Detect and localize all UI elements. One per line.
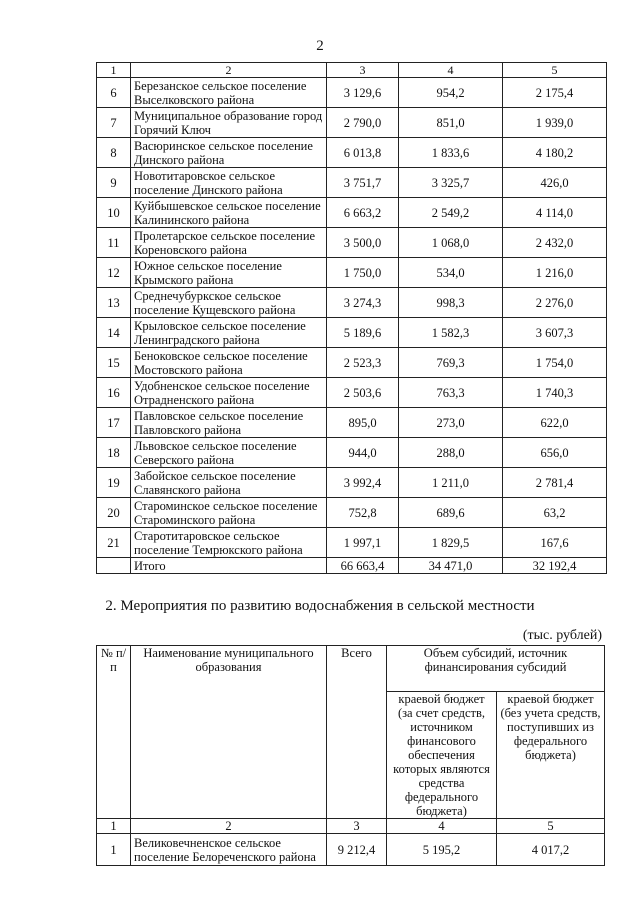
municipality-name: Беноковское сельское поселение Мостовского района: [131, 348, 327, 378]
header-name: Наименование муниципального образования: [131, 646, 327, 819]
row-number: 21: [97, 528, 131, 558]
municipality-name: Новотитаровское сельское поселение Динского района: [131, 168, 327, 198]
municipality-name: Березанское сельское поселение Выселковского района: [131, 78, 327, 108]
table-row: [97, 228, 607, 258]
col-number-3: 3: [327, 819, 387, 834]
federal-value: 5 195,2: [387, 834, 497, 866]
table-row: [97, 834, 605, 866]
regional-value: 2 781,4: [503, 468, 607, 498]
municipality-name: Муниципальное образование город Горячий Ключ: [131, 108, 327, 138]
table2-number-row: [97, 819, 605, 834]
table-row: [97, 168, 607, 198]
row-number: 19: [97, 468, 131, 498]
header-regional-funds: краевой бюджет (без учета средств, поступивших из федерального бюджета): [497, 692, 605, 819]
header-volume: Объем субсидий, источник финансирования субсидий: [387, 646, 605, 692]
row-number: 14: [97, 318, 131, 348]
federal-value: 1 582,3: [399, 318, 503, 348]
table-row: [97, 378, 607, 408]
total-value: 3 751,7: [327, 168, 399, 198]
federal-value: 769,3: [399, 348, 503, 378]
municipality-name: Крыловское сельское поселение Ленинградского района: [131, 318, 327, 348]
municipality-name: Куйбышевское сельское поселение Калининского района: [131, 198, 327, 228]
municipality-name: Васюринское сельское поселение Динского района: [131, 138, 327, 168]
municipality-name: Южное сельское поселение Крымского района: [131, 258, 327, 288]
federal-value: 1 211,0: [399, 468, 503, 498]
regional-value: 426,0: [503, 168, 607, 198]
municipality-name: Забойское сельское поселение Славянского района: [131, 468, 327, 498]
table2-header-row: [97, 646, 605, 692]
subsidy-table-1: [96, 62, 607, 574]
regional-value: 1 939,0: [503, 108, 607, 138]
total-row-num: [97, 558, 131, 574]
total-regional: 32 192,4: [503, 558, 607, 574]
table-row: [97, 408, 607, 438]
total-row: [97, 558, 607, 574]
units-label: (тыс. рублей): [522, 628, 602, 643]
table-row: [97, 108, 607, 138]
header-num: № п/п: [97, 646, 131, 819]
municipality-name: Среднечубуркское сельское поселение Кущевского района: [131, 288, 327, 318]
total-value: 1 750,0: [327, 258, 399, 288]
regional-value: 2 175,4: [503, 78, 607, 108]
row-number: 18: [97, 438, 131, 468]
table-row: [97, 498, 607, 528]
municipality-name: Старотитаровское сельское поселение Темрюкского района: [131, 528, 327, 558]
table-row: [97, 348, 607, 378]
subsidy-table-2: [96, 645, 605, 866]
table-row: [97, 78, 607, 108]
regional-value: 4 180,2: [503, 138, 607, 168]
regional-value: 2 276,0: [503, 288, 607, 318]
page-number: 2: [316, 38, 324, 54]
federal-value: 1 829,5: [399, 528, 503, 558]
row-number: 8: [97, 138, 131, 168]
total-value: 2 503,6: [327, 378, 399, 408]
row-number: 13: [97, 288, 131, 318]
row-number: 6: [97, 78, 131, 108]
header-total: Всего: [327, 646, 387, 819]
federal-value: 998,3: [399, 288, 503, 318]
total-value: 2 523,3: [327, 348, 399, 378]
col-number-2: 2: [131, 819, 327, 834]
row-number: 17: [97, 408, 131, 438]
total-value: 6 663,2: [327, 198, 399, 228]
federal-value: 273,0: [399, 408, 503, 438]
total-value: 944,0: [327, 438, 399, 468]
total-value: 6 013,8: [327, 138, 399, 168]
municipality-name: Львовское сельское поселение Северского района: [131, 438, 327, 468]
table-row: [97, 438, 607, 468]
regional-value: 3 607,3: [503, 318, 607, 348]
row-number: 7: [97, 108, 131, 138]
table-row: [97, 528, 607, 558]
table-row: [97, 198, 607, 228]
col-number-5: 5: [497, 819, 605, 834]
federal-value: 851,0: [399, 108, 503, 138]
row-number: 9: [97, 168, 131, 198]
header-federal-funds: краевой бюджет (за счет средств, источником финансового обеспечения которых являются средства федерального бюджета): [387, 692, 497, 819]
regional-value: 1 740,3: [503, 378, 607, 408]
municipality-name: Великовечненское сельское поселение Белореченского района: [131, 834, 327, 866]
row-number: 1: [97, 834, 131, 866]
col-number-1: 1: [97, 819, 131, 834]
total-value: 5 189,6: [327, 318, 399, 348]
federal-value: 689,6: [399, 498, 503, 528]
municipality-name: Пролетарское сельское поселение Кореновского района: [131, 228, 327, 258]
regional-value: 4 114,0: [503, 198, 607, 228]
table-row: [97, 258, 607, 288]
table-row: [97, 468, 607, 498]
row-number: 16: [97, 378, 131, 408]
regional-value: 656,0: [503, 438, 607, 468]
regional-value: 1 216,0: [503, 258, 607, 288]
row-number: 20: [97, 498, 131, 528]
row-number: 11: [97, 228, 131, 258]
regional-value: 1 754,0: [503, 348, 607, 378]
total-label: Итого: [131, 558, 327, 574]
total-value: 3 992,4: [327, 468, 399, 498]
total-value: 1 997,1: [327, 528, 399, 558]
col-number-2: 2: [131, 63, 327, 78]
col-number-5: 5: [503, 63, 607, 78]
total-value: 752,8: [327, 498, 399, 528]
municipality-name: Староминское сельское поселение Староминского района: [131, 498, 327, 528]
federal-value: 763,3: [399, 378, 503, 408]
federal-value: 534,0: [399, 258, 503, 288]
table-row: [97, 318, 607, 348]
total-value: 895,0: [327, 408, 399, 438]
federal-value: 288,0: [399, 438, 503, 468]
federal-value: 954,2: [399, 78, 503, 108]
municipality-name: Удобненское сельское поселение Отрадненского района: [131, 378, 327, 408]
row-number: 12: [97, 258, 131, 288]
regional-value: 4 017,2: [497, 834, 605, 866]
table-row: [97, 138, 607, 168]
federal-value: 1 068,0: [399, 228, 503, 258]
table-header-row: [97, 63, 607, 78]
total-federal: 34 471,0: [399, 558, 503, 574]
col-number-4: 4: [399, 63, 503, 78]
federal-value: 3 325,7: [399, 168, 503, 198]
total-value: 3 129,6: [327, 78, 399, 108]
regional-value: 63,2: [503, 498, 607, 528]
total-sum: 66 663,4: [327, 558, 399, 574]
regional-value: 167,6: [503, 528, 607, 558]
section-title: 2. Мероприятия по развитию водоснабжения в сельской местности: [105, 598, 535, 614]
table-row: [97, 288, 607, 318]
regional-value: 622,0: [503, 408, 607, 438]
row-number: 10: [97, 198, 131, 228]
federal-value: 2 549,2: [399, 198, 503, 228]
col-number-4: 4: [387, 819, 497, 834]
row-number: 15: [97, 348, 131, 378]
municipality-name: Павловское сельское поселение Павловского района: [131, 408, 327, 438]
federal-value: 1 833,6: [399, 138, 503, 168]
col-number-1: 1: [97, 63, 131, 78]
regional-value: 2 432,0: [503, 228, 607, 258]
total-value: 3 274,3: [327, 288, 399, 318]
total-value: 3 500,0: [327, 228, 399, 258]
total-value: 2 790,0: [327, 108, 399, 138]
total-value: 9 212,4: [327, 834, 387, 866]
col-number-3: 3: [327, 63, 399, 78]
